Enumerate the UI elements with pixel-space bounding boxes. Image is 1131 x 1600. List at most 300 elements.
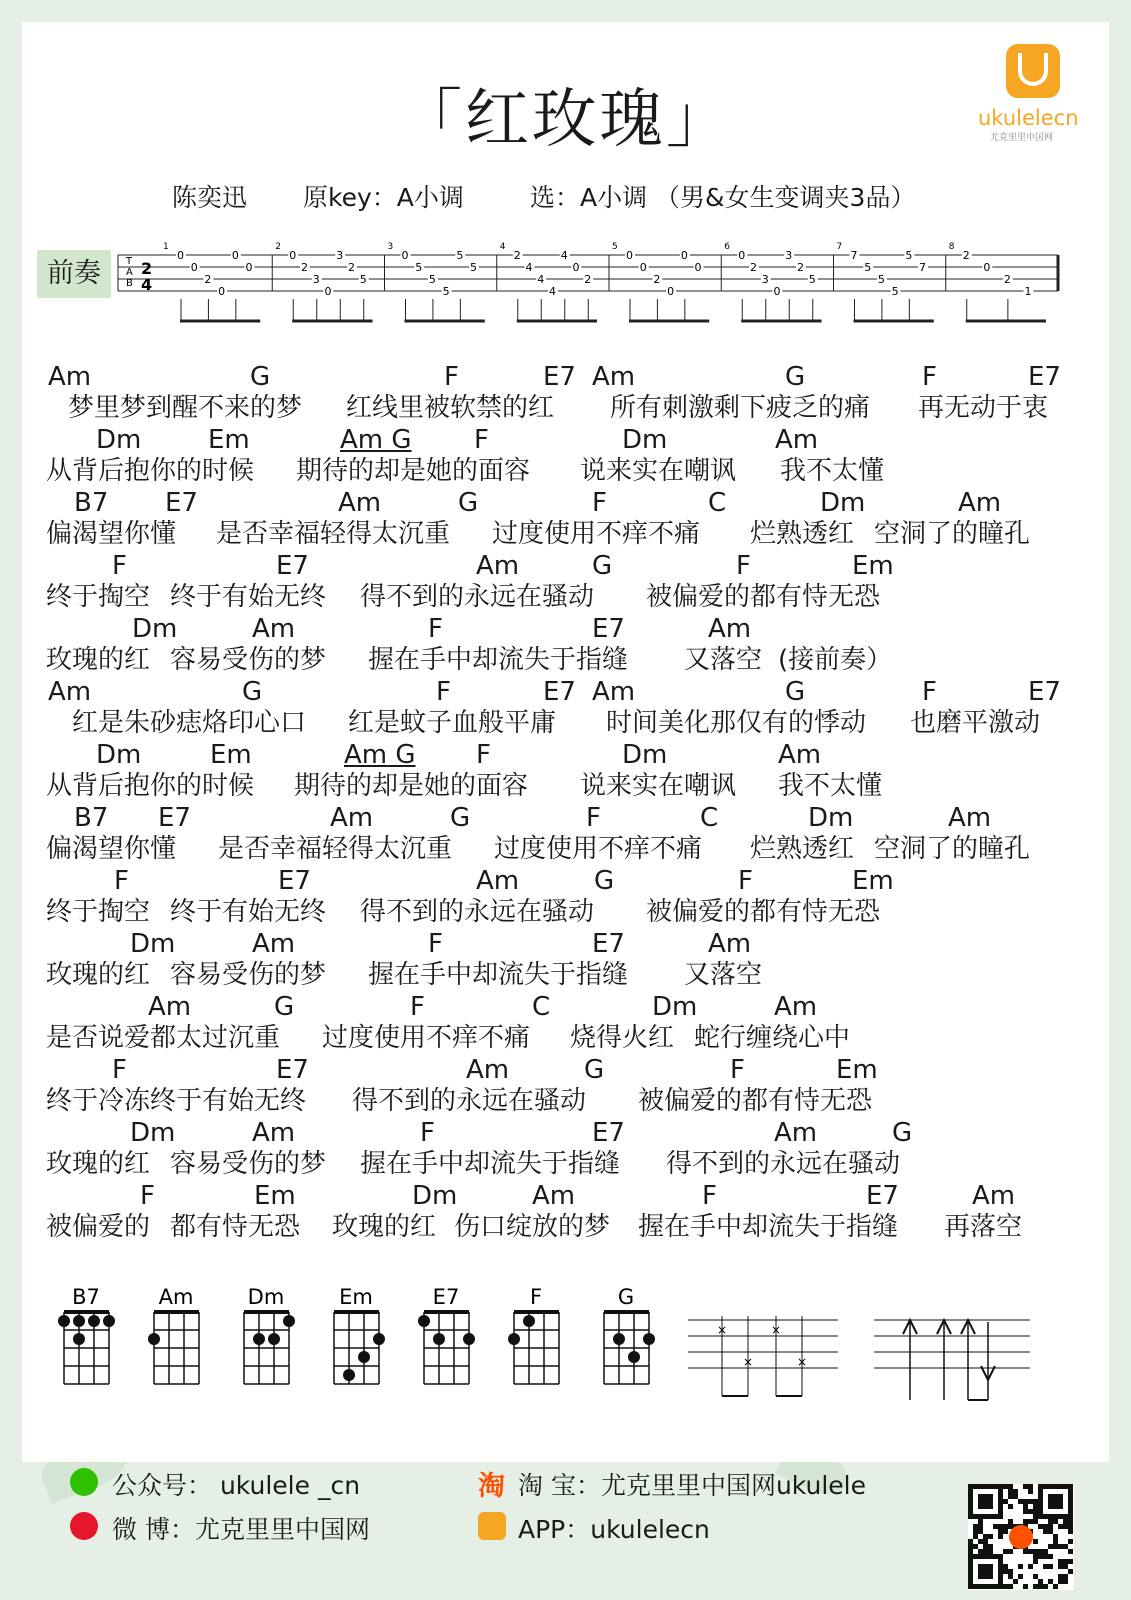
qr-module	[1068, 1524, 1073, 1529]
qr-module	[1033, 1514, 1038, 1519]
qr-module	[988, 1534, 993, 1539]
chord-dot	[58, 1315, 70, 1327]
qr-module	[1048, 1564, 1053, 1569]
chord-label: F	[922, 362, 937, 392]
chord-label: Dm	[820, 488, 866, 518]
qr-module	[973, 1534, 978, 1539]
qr-module	[988, 1554, 993, 1559]
measure-number: 7	[836, 242, 843, 252]
qr-module	[1063, 1519, 1068, 1524]
qr-code	[968, 1484, 1074, 1590]
chord-label: Am	[252, 929, 296, 959]
chord-dot	[343, 1369, 355, 1381]
qr-module	[978, 1504, 983, 1509]
chord-label: E7	[866, 1181, 899, 1211]
fret-number: 0	[401, 249, 409, 262]
qr-module	[1058, 1504, 1063, 1509]
qr-module	[978, 1539, 983, 1544]
chord-label: E7	[543, 677, 576, 707]
lyric-phrase: 得不到的永远在骚动	[360, 897, 595, 927]
fret-number: 2	[348, 261, 355, 274]
qr-module	[1028, 1519, 1033, 1524]
qr-module	[1028, 1509, 1033, 1514]
qr-module	[1058, 1564, 1063, 1569]
qr-module	[1008, 1494, 1013, 1499]
qr-module	[1003, 1564, 1008, 1569]
qr-module	[1008, 1549, 1013, 1554]
lyric-phrase: 得不到的永远在骚动	[352, 1086, 587, 1116]
fret-number: 5	[808, 273, 816, 286]
qr-module	[988, 1574, 993, 1579]
qr-module	[1033, 1519, 1038, 1524]
qr-module	[968, 1494, 973, 1499]
chord-label: G	[458, 488, 479, 518]
chord-label: F	[436, 677, 451, 707]
chord-label: E7	[278, 866, 311, 896]
qr-module	[983, 1584, 988, 1589]
lyric-phrase: 红是朱砂痣烙印心口	[72, 708, 307, 738]
qr-module	[1043, 1554, 1048, 1559]
qr-center-logo	[1009, 1525, 1033, 1549]
chord-label: Dm	[412, 1181, 458, 1211]
time-sig-bottom: 4	[141, 275, 153, 294]
chord-label: E7	[543, 362, 576, 392]
chord-label: E7	[276, 551, 309, 581]
qr-module	[1008, 1504, 1013, 1509]
lyric-phrase: 握在手中却流失于指缝	[638, 1212, 899, 1242]
chord-label: Em	[836, 1055, 878, 1085]
chord-label: F	[474, 425, 489, 455]
qr-module	[1068, 1529, 1073, 1534]
lyric-phrase: 伤口绽放的梦	[454, 1212, 611, 1242]
strum-mark: ×	[797, 1355, 808, 1369]
chord-label: Am G	[340, 425, 412, 455]
qr-module	[1068, 1519, 1073, 1524]
lyric-phrase: 从背后抱你的时候	[46, 456, 255, 486]
chord-label: Am	[476, 551, 520, 581]
qr-module	[1068, 1499, 1073, 1504]
chord-label: E7	[592, 614, 625, 644]
lyric-phrase: 偏渴望你懂	[46, 519, 177, 549]
qr-module	[993, 1584, 998, 1589]
tab-letter: A	[126, 267, 133, 278]
chord-label: F	[730, 1055, 745, 1085]
chord-dot	[73, 1315, 85, 1327]
qr-module	[1043, 1514, 1048, 1519]
chord-label: Dm	[622, 740, 668, 770]
qr-module	[968, 1584, 973, 1589]
fret-number: 7	[850, 249, 858, 262]
qr-module	[1048, 1514, 1053, 1519]
qr-module	[1068, 1494, 1073, 1499]
lyric-phrase: 烂熟透红	[750, 519, 855, 549]
chord-label: F	[586, 803, 601, 833]
chord-label: Am	[252, 614, 296, 644]
chord-label: Dm	[622, 425, 668, 455]
chord-label: G	[594, 866, 615, 896]
qr-module	[998, 1494, 1003, 1499]
lyric-phrase: 容易受伤的梦	[170, 645, 327, 675]
qr-module	[1058, 1499, 1063, 1504]
lyric-phrase: 所有刺激剩下疲乏的痛	[610, 393, 871, 423]
chord-label: Am	[330, 803, 374, 833]
fret-number: 2	[962, 249, 970, 262]
qr-module	[1023, 1499, 1028, 1504]
qr-module	[983, 1484, 988, 1489]
qr-module	[968, 1559, 973, 1564]
qr-module	[1023, 1509, 1028, 1514]
qr-module	[968, 1554, 973, 1559]
lyric-phrase: 被偏爱的	[46, 1212, 151, 1242]
qr-module	[988, 1484, 993, 1489]
qr-module	[1003, 1584, 1008, 1589]
chord-label: F	[428, 929, 443, 959]
chord-label: F	[410, 992, 425, 1022]
lyric-phrase: 握在手中却流失于指缝	[360, 1149, 621, 1179]
qr-module	[978, 1564, 983, 1569]
qr-module	[1063, 1484, 1068, 1489]
chord-label: F	[428, 614, 443, 644]
qr-module	[1038, 1504, 1043, 1509]
chord-diagram-name: E7	[432, 1285, 460, 1309]
qr-module	[1008, 1519, 1013, 1524]
qr-module	[978, 1514, 983, 1519]
qr-module	[1023, 1549, 1028, 1554]
fret-number: 2	[797, 261, 804, 274]
lyric-phrase: 再落空	[944, 1212, 1023, 1242]
fret-number: 3	[761, 273, 769, 286]
chord-dot	[433, 1333, 445, 1345]
chord-label: Am	[778, 740, 822, 770]
qr-module	[1008, 1584, 1013, 1589]
chord-label: Am	[948, 803, 992, 833]
chord-label: E7	[1028, 677, 1061, 707]
fret-number: 0	[667, 285, 675, 298]
chord-label: Am	[466, 1055, 510, 1085]
qr-module	[1028, 1549, 1033, 1554]
fret-number: 0	[218, 285, 226, 298]
qr-module	[983, 1514, 988, 1519]
footer-wechat: 公众号： ukulele _cn	[112, 1471, 361, 1500]
qr-module	[1003, 1484, 1008, 1489]
fret-number: 5	[442, 285, 450, 298]
chord-label: B7	[74, 803, 109, 833]
qr-module	[1048, 1499, 1053, 1504]
qr-module	[973, 1529, 978, 1534]
qr-module	[973, 1544, 978, 1549]
qr-module	[1023, 1504, 1028, 1509]
app-icon	[478, 1512, 506, 1540]
chord-label: C	[532, 992, 551, 1022]
fret-number: 0	[983, 261, 991, 274]
qr-module	[988, 1494, 993, 1499]
chord-diagram-name: B7	[72, 1285, 100, 1309]
qr-module	[1028, 1484, 1033, 1489]
measure-number: 6	[724, 242, 730, 252]
qr-module	[1058, 1559, 1063, 1564]
qr-module	[988, 1569, 993, 1574]
lyric-phrase: 又落空	[684, 960, 763, 990]
chord-label: F	[592, 488, 607, 518]
qr-module	[998, 1559, 1003, 1564]
fret-number: 7	[919, 261, 927, 274]
tab-letter: T	[126, 256, 133, 267]
chord-dot	[253, 1333, 265, 1345]
fret-number: 4	[537, 273, 545, 286]
measure-number: 2	[275, 242, 281, 252]
chord-label: E7	[1028, 362, 1061, 392]
qr-module	[988, 1549, 993, 1554]
footer-app: APP：ukulelecn	[518, 1515, 710, 1544]
artist: 陈奕迅	[172, 183, 248, 212]
lyric-phrase: 是否幸福轻得太沉重	[218, 834, 453, 864]
fret-number: 5	[470, 261, 478, 274]
fret-number: 2	[653, 273, 661, 286]
qr-module	[978, 1499, 983, 1504]
strum-mark: ×	[771, 1323, 782, 1337]
qr-module	[978, 1584, 983, 1589]
qr-module	[1013, 1579, 1018, 1584]
chord-dot	[508, 1333, 520, 1345]
lyric-phrase: 玫瑰的红	[46, 960, 151, 990]
lyric-phrase: 终于掏空	[46, 582, 151, 612]
chord-label: F	[140, 1181, 155, 1211]
qr-module	[1048, 1504, 1053, 1509]
chord-label: G	[250, 362, 271, 392]
lyric-phrase: 是否幸福轻得太沉重	[216, 519, 451, 549]
qr-module	[978, 1524, 983, 1529]
lyric-phrase: 偏渴望你懂	[46, 834, 177, 864]
qr-module	[1033, 1584, 1038, 1589]
qr-module	[968, 1489, 973, 1494]
qr-module	[988, 1514, 993, 1519]
qr-module	[1053, 1504, 1058, 1509]
lyric-phrase: 红是蚊子血般平庸	[348, 708, 557, 738]
chord-label: F	[476, 740, 491, 770]
fret-number: 3	[312, 273, 320, 286]
tab-letter: B	[126, 278, 133, 289]
lyric-phrase: 过度使用不痒不痛	[322, 1023, 531, 1053]
qr-module	[983, 1499, 988, 1504]
qr-module	[1068, 1569, 1073, 1574]
qr-module	[1003, 1529, 1008, 1534]
fret-number: 5	[428, 273, 436, 286]
chord-label: Am	[775, 425, 819, 455]
lyric-phrase: 被偏爱的都有恃无恐	[646, 582, 881, 612]
chord-dot	[103, 1315, 115, 1327]
qr-module	[983, 1569, 988, 1574]
qr-module	[1063, 1514, 1068, 1519]
qr-module	[1018, 1499, 1023, 1504]
qr-module	[983, 1554, 988, 1559]
chord-dot	[613, 1333, 625, 1345]
original-key: 原key：A小调	[303, 183, 464, 212]
qr-module	[998, 1499, 1003, 1504]
qr-module	[978, 1484, 983, 1489]
qr-module	[1038, 1524, 1043, 1529]
chord-label: C	[700, 803, 719, 833]
chord-dot	[373, 1333, 385, 1345]
fret-number: 2	[750, 261, 757, 274]
qr-module	[1048, 1529, 1053, 1534]
qr-module	[1048, 1579, 1053, 1584]
lyric-phrase: 握在手中却流失于指缝	[368, 645, 629, 675]
qr-module	[1028, 1564, 1033, 1569]
qr-module	[1008, 1524, 1013, 1529]
fret-number: 0	[694, 261, 702, 274]
qr-module	[1058, 1514, 1063, 1519]
qr-module	[998, 1529, 1003, 1534]
qr-module	[1068, 1539, 1073, 1544]
qr-module	[983, 1544, 988, 1549]
fret-number: 0	[190, 261, 198, 274]
chord-dot	[523, 1315, 535, 1327]
qr-module	[1038, 1494, 1043, 1499]
chord-label: Am	[148, 992, 192, 1022]
fret-number: 5	[456, 249, 464, 262]
fret-number: 5	[864, 261, 872, 274]
qr-module	[968, 1484, 973, 1489]
fret-number: 0	[324, 285, 332, 298]
measure-number: 5	[612, 242, 618, 252]
lyric-phrase: 被偏爱的都有恃无恐	[646, 897, 881, 927]
lyric-phrase: 玫瑰的红	[46, 645, 151, 675]
qr-module	[1028, 1489, 1033, 1494]
measure-number: 1	[163, 242, 169, 252]
logo-sub: 尤克里里中国网	[990, 133, 1054, 143]
qr-module	[1043, 1529, 1048, 1534]
chord-label: G	[450, 803, 471, 833]
chord-label: Em	[852, 551, 894, 581]
chord-label: Em	[208, 425, 250, 455]
qr-module	[983, 1504, 988, 1509]
taobao-icon: 淘	[478, 1471, 505, 1502]
chord-label: E7	[276, 1055, 309, 1085]
qr-module	[1058, 1574, 1063, 1579]
lyric-phrase: 时间美化那仅有的悸动	[606, 708, 867, 738]
lyric-phrase: 再无动于衷	[918, 393, 1049, 423]
qr-module	[1013, 1489, 1018, 1494]
fret-number: 0	[289, 249, 297, 262]
qr-module	[978, 1554, 983, 1559]
lyric-phrase: 容易受伤的梦	[170, 1149, 327, 1179]
chord-label: Am	[958, 488, 1002, 518]
qr-module	[998, 1504, 1003, 1509]
chord-label: Am	[48, 677, 92, 707]
lyric-phrase: 玫瑰的红	[332, 1212, 437, 1242]
chord-dot	[643, 1333, 655, 1345]
qr-module	[998, 1524, 1003, 1529]
lyric-phrase: 从背后抱你的时候	[46, 771, 255, 801]
qr-module	[993, 1514, 998, 1519]
qr-module	[978, 1569, 983, 1574]
qr-module	[1038, 1509, 1043, 1514]
qr-module	[1058, 1579, 1063, 1584]
chord-diagram-name: Em	[339, 1285, 373, 1309]
qr-module	[1068, 1504, 1073, 1509]
qr-module	[998, 1554, 1003, 1559]
qr-module	[968, 1574, 973, 1579]
fret-number: 0	[639, 261, 647, 274]
qr-module	[1058, 1524, 1063, 1529]
chord-dot	[358, 1351, 370, 1363]
qr-module	[1033, 1499, 1038, 1504]
chord-label: E7	[158, 803, 191, 833]
lyric-phrase: 我不太懂	[780, 456, 885, 486]
fret-number: 0	[572, 261, 580, 274]
qr-module	[1068, 1559, 1073, 1564]
lyric-phrase: 蛇行缠绕心中	[694, 1023, 851, 1053]
lyric-phrase: 我不太懂	[778, 771, 883, 801]
chord-label: F	[922, 677, 937, 707]
qr-module	[993, 1554, 998, 1559]
qr-module	[988, 1504, 993, 1509]
prelude-label: 前奏	[37, 250, 111, 298]
qr-module	[1003, 1524, 1008, 1529]
chord-label: Am	[48, 362, 92, 392]
qr-module	[1038, 1549, 1043, 1554]
strum-mark: ×	[717, 1323, 728, 1337]
qr-module	[983, 1534, 988, 1539]
qr-module	[1048, 1484, 1053, 1489]
chord-label: Am	[972, 1181, 1016, 1211]
qr-module	[1043, 1549, 1048, 1554]
qr-module	[988, 1564, 993, 1569]
qr-module	[993, 1524, 998, 1529]
chord-label: G	[242, 677, 263, 707]
logo-brand: ukulelecn	[978, 106, 1079, 130]
lyric-phrase: (接前奏）	[778, 645, 893, 675]
qr-module	[973, 1524, 978, 1529]
qr-module	[973, 1584, 978, 1589]
lyric-phrase: 期待的却是她的面容	[294, 771, 529, 801]
qr-module	[978, 1529, 983, 1534]
qr-module	[983, 1549, 988, 1554]
measure-number: 8	[948, 242, 955, 252]
chord-label: Am	[592, 362, 636, 392]
chord-diagram-name: Am	[158, 1285, 194, 1309]
qr-module	[1053, 1484, 1058, 1489]
fret-number: 5	[905, 249, 913, 262]
fret-number: 0	[231, 249, 239, 262]
chord-label: Am	[708, 614, 752, 644]
qr-module	[1068, 1509, 1073, 1514]
qr-module	[1058, 1484, 1063, 1489]
qr-module	[1048, 1524, 1053, 1529]
qr-module	[1038, 1489, 1043, 1494]
fret-number: 3	[336, 249, 344, 262]
chord-label: E7	[592, 929, 625, 959]
chord-label: Dm	[96, 425, 142, 455]
chord-label: Am	[774, 992, 818, 1022]
qr-module	[968, 1579, 973, 1584]
qr-module	[1038, 1579, 1043, 1584]
lyric-phrase: 期待的却是她的面容	[296, 456, 531, 486]
fret-number: 0	[177, 249, 184, 262]
fret-number: 2	[513, 249, 521, 262]
qr-module	[1008, 1569, 1013, 1574]
qr-module	[1023, 1519, 1028, 1524]
chord-label: G	[785, 677, 806, 707]
qr-module	[1048, 1544, 1053, 1549]
qr-module	[968, 1549, 973, 1554]
qr-module	[1038, 1514, 1043, 1519]
qr-module	[973, 1514, 978, 1519]
lyric-phrase: 是否说爱都太过沉重	[46, 1023, 281, 1053]
qr-module	[1028, 1499, 1033, 1504]
qr-module	[1033, 1554, 1038, 1559]
qr-pattern	[968, 1484, 1074, 1590]
